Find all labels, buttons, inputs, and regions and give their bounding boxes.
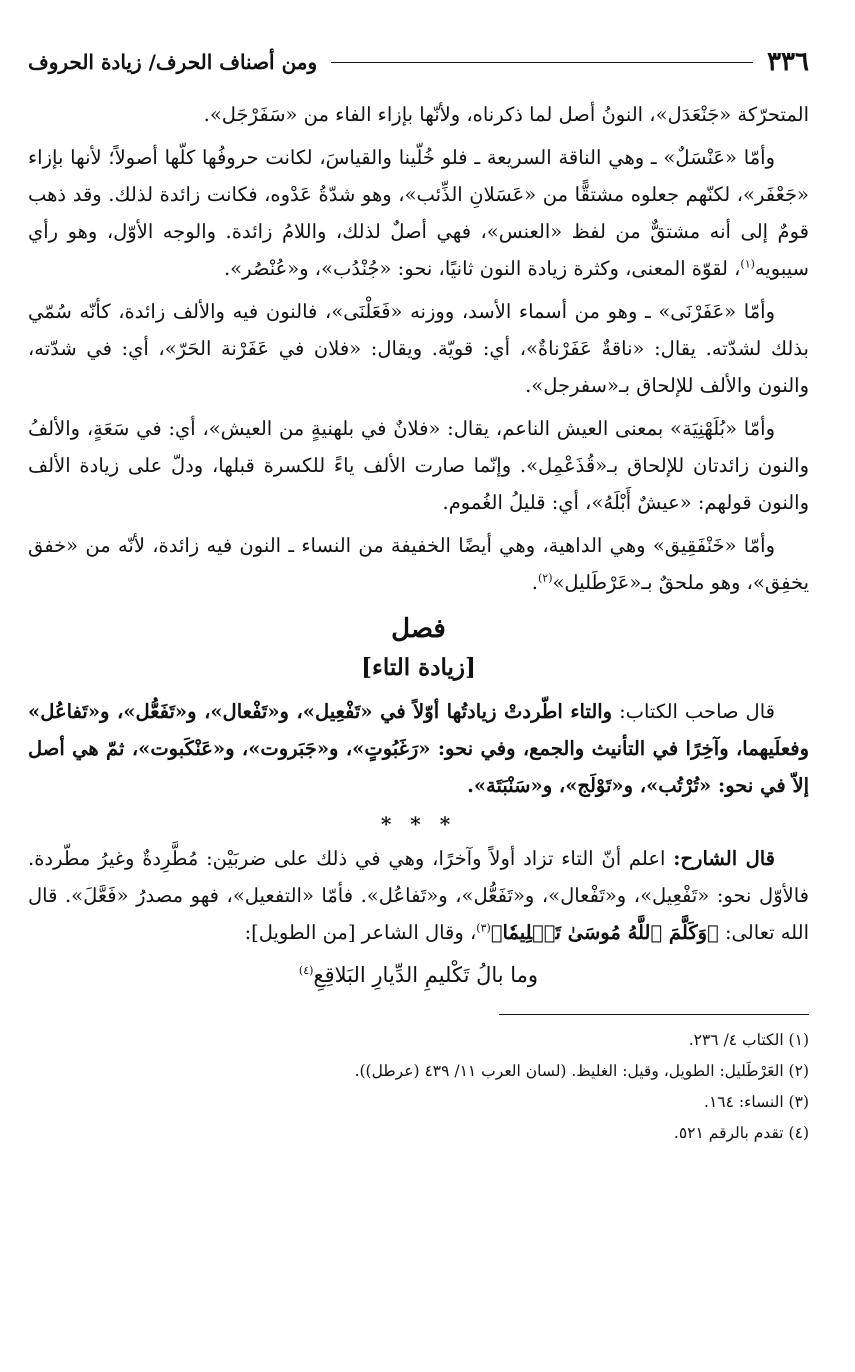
running-title: ومن أصناف الحرف/ زيادة الحروف xyxy=(28,50,318,74)
commentary: قال الشارح: اعلم أنّ التاء تزاد أولاً وآخرًا، وهي في ذلك على ضربَيْن: مُطَّرِدةٌ وغيرُ مطّردة. فالأوّل نحو: «تَفْعِيل»، و«تَفْعال»، و«تَفَعُّل»، و«تَفاعُل». فأمّا «التفعيل»، فهو مصدرُ «فَعَّلَ». قال الله تعالى: ﴿وَكَلَّمَ ٱللَّهُ مُوسَىٰ تَكۡلِيمٗا﴾$^{(٣)}$، وقال الشاعر [من الطويل]: xyxy=(28,847,809,944)
page-header xyxy=(28,40,809,84)
footnote-1: (١) الكتاب ٤/ ٢٣٦. xyxy=(688,1031,809,1049)
footnotes xyxy=(28,1025,809,1149)
paragraph: وأمّا «خَنْفَقِيق» وهي الداهية، وهي أيضًا الخفيفة من النساء ـ النون فيه زائدة، لأنّه من «خفق يخفِق»، وهو ملحقٌ بـ«عَرْطَليل»$^{(٢)}$. xyxy=(28,534,809,594)
footnote-3: (٣) النساء: ١٦٤. xyxy=(704,1093,809,1111)
footnote-marker: (٣) xyxy=(476,921,491,935)
footnote-separator xyxy=(499,1014,809,1015)
footnote-2: (٢) العَرْطَليل: الطويل، وقيل: الغليظ. (لسان العرب ١١/ ٤٣٩ (عرطل)). xyxy=(354,1062,809,1080)
quoted-text xyxy=(28,693,809,804)
poetry-verse: وما بالُ تَكْليمِ الدِّيارِ البَلاقِعِ$^{(٤)}$ xyxy=(298,963,539,987)
quote-lead: قال صاحب الكتاب: xyxy=(619,700,775,723)
paragraph: وأمّا «بُلَهْنِيَة» بمعنى العيش الناعم، يقال: «فلانٌ في بلهنيةٍ من العيش»، أي: في سَعَةٍ، والألفُ والنون زائدتان للإلحاق بـ«قُذَعْمِل». وإنّما صارت الألف ياءً للكسرة قبلها، ودلّ على زيادة الألف والنون قولهم: «عيشٌ أَبْلَهُ»، أي: قليلُ الغُموم. xyxy=(28,417,809,514)
paragraph: المتحرّكة «جَنْعَدَل»، النونُ أصل لما ذكرناه، ولأنّها بإزاء الفاء من «سَفَرْجَل». xyxy=(203,103,809,126)
section-subtitle: [زيادة التاء] xyxy=(361,654,476,681)
main-text xyxy=(28,96,809,994)
page-number: ٣٣٦ xyxy=(767,47,809,77)
paragraph: وأمّا «عَنْسَلٌ» ـ وهي الناقة السريعة ـ فلو خُلّينا والقياسَ، لكانت حروفُها كلّها أصولاً؛ لأنها بإزاء «جَعْفَر»، لكنّهم جعلوه مشتقًّا من «عَسَلانِ الذِّئب»، وهو شدّةُ عَدْوه، فكانت زائدة لذلك. وقد ذهب قومٌ إلى أنه مشتقٌّ من لفظ «العنس»، فهي أصلٌ لذلك، واللامُ زائدة. والوجه الأوّل، وهو رأي سيبويه$^{(١)}$، لقوّة المعنى، وكثرة زيادة النون ثانيًا، نحو: «جُنْدُب»، و«عُنْصُر». xyxy=(28,146,809,280)
quote-body: والتاء اطّردتْ زيادتُها أوّلاً في «تَفْعِيل»، و«تَفْعال»، و«تَفَعُّل»، و«تَفاعُل» وفعلَيهما، وآخِرًا في التأنيث والجمع، وفي نحو: «رَغَبُوتٍ»، و«جَبَروت»، و«عَنْكَبوت»، ثمّ هي أصل إلاّ في نحو: «تُرْتُب»، و«تَوْلَج»، و«سَنْبَتَة». xyxy=(28,700,809,797)
separator-stars: * * * xyxy=(380,812,457,836)
footnote-marker: (٢) xyxy=(537,571,553,585)
header-rule xyxy=(331,62,753,63)
commentary-lead: قال الشارح: xyxy=(673,847,776,870)
quran-citation: ﴿وَكَلَّمَ ٱللَّهُ مُوسَىٰ تَكۡلِيمٗا﴾ xyxy=(490,921,719,944)
footnote-marker: (١) xyxy=(740,257,755,271)
footnote-4: (٤) تقدم بالرقم ٥٢١. xyxy=(673,1124,809,1142)
paragraph: وأمّا «عَفَرْنَى» ـ وهو من أسماء الأسد، ووزنه «فَعَلْنَى»، فالنون فيه والألف زائدة، كأنّه سُمّي بذلك لشدّته. يقال: «ناقةٌ عَفَرْناةٌ»، أي: قويّة. ويقال: «فلان في عَفَرْنة الحَرّ»، أي: في شدّته، والنون والألف للإلحاق بـ«سفرجل». xyxy=(28,300,809,397)
section-title: فصل xyxy=(391,614,446,644)
footnote-marker: (٤) xyxy=(298,964,314,977)
